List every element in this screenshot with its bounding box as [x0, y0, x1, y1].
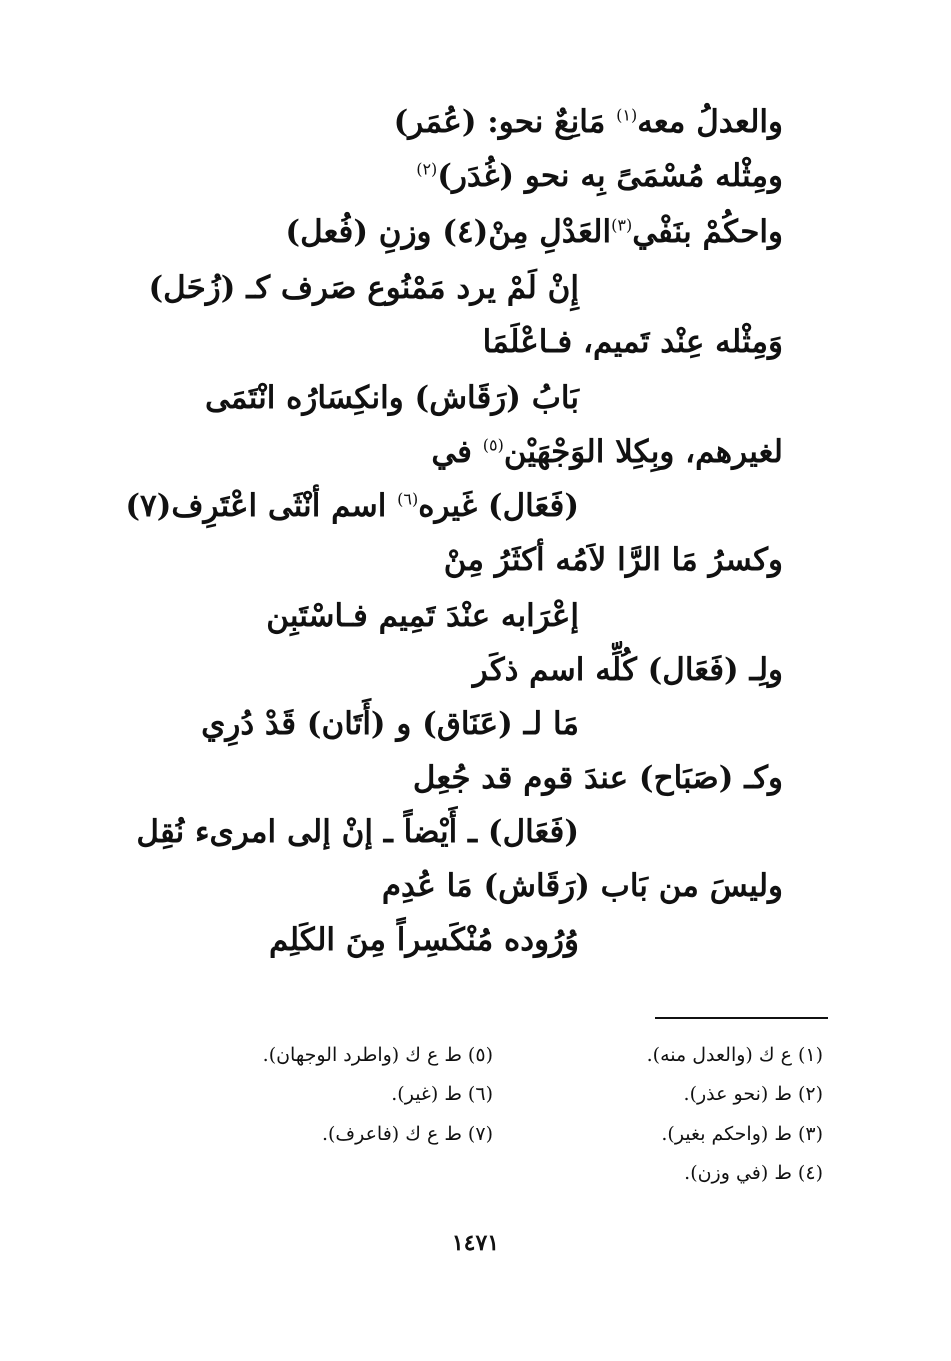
- footnote: (١) ع ك (والعدل منه).: [646, 1044, 823, 1066]
- verse-line: وَمِثْله عِنْد تَميم، فـاعْلَمَا: [482, 324, 783, 360]
- page-number: ١٤٧١: [451, 1230, 500, 1256]
- verse-line: وكسرُ مَا الرَّا لاَمُه أكثَرُ مِنْ: [443, 542, 783, 578]
- verse-line: بَابُ (رَقَاش) وانكِسَارُه انْتَمَى: [204, 380, 579, 416]
- verse-line: وليسَ من بَاب (رَقَاش) مَا عُدِم: [381, 868, 783, 904]
- verse-line: إعْرَابه عنْدَ تَمِيم فـاسْتَبِن: [266, 598, 579, 634]
- footnote: (٤) ط (في وزن).: [684, 1162, 823, 1184]
- verse-line: ولِـ (فَعَال) كُلِّه اسم ذكَر: [472, 652, 783, 688]
- verse-line: وُرُوده مُنْكَسِراً مِنَ الكَلِم: [268, 922, 579, 958]
- verse-line: لغيرهم، وبِكِلا الوَجْهَيْن$^{(٥)}$ في: [431, 434, 783, 470]
- verse-line: إِنْ لَمْ يرد مَمْنُوع صَرف كـ (زُحَل): [148, 270, 579, 306]
- verse-line: والعدلُ معه$^{(١)}$ مَانِعٌ نحو: (عُمَر): [393, 104, 783, 140]
- verse-line: مَا لـ (عَنَاق) و (أَتَان) قَدْ دُرِي: [201, 706, 579, 742]
- verse-line: ومِثْله مُسْمَىً بِه نحو (غُدَر)$^{(٢)}$: [416, 158, 783, 194]
- footnote: (٧) ط ع ك (فاعرف).: [321, 1123, 493, 1145]
- footnote: (٣) ط (واحكم بغير).: [661, 1123, 823, 1145]
- footnote: (٦) ط (غير).: [391, 1083, 493, 1105]
- verse-line: (فَعَال) ـ أَيْضاً ـ إنْ إلى امرىء نُقِل: [136, 814, 579, 850]
- footnote: (٥) ط ع ك (واطرد الوجهان).: [262, 1044, 493, 1066]
- verse-line: (فَعَال) غَيره$^{(٦)}$ اسم أنْثَى اعْتَرِف(٧): [125, 488, 579, 524]
- footnote-separator: [655, 1017, 828, 1019]
- footnote: (٢) ط (نحو عذر).: [683, 1083, 823, 1105]
- verse-line: وكـ (صَبَاح) عندَ قوم قد جُعِل: [412, 760, 783, 796]
- verse-line: واحكُمْ بنَفْي$^{(٣)}$العَدْلِ مِنْ(٤) وزنِ (فُعل): [285, 214, 783, 250]
